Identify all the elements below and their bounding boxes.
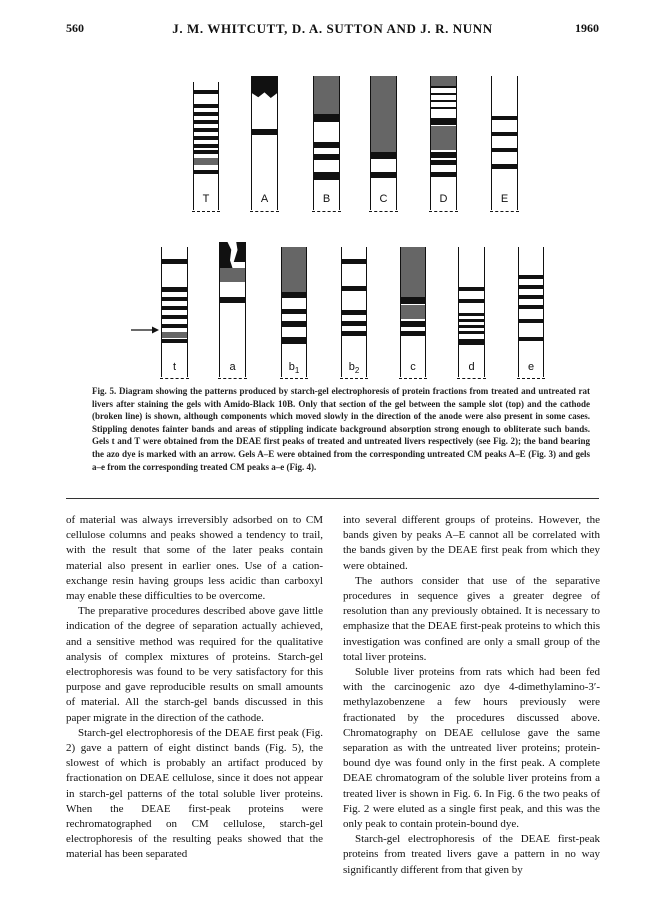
gel-b1: [281, 247, 307, 377]
body-column-right: [343, 513, 600, 878]
gel-label-a: a: [229, 361, 236, 373]
gel-E: [491, 76, 518, 210]
gel-label-b2: $b_2$: [348, 361, 360, 376]
body-column-left: [66, 513, 323, 863]
gel-label-T: T: [202, 193, 210, 205]
gel-e: [518, 247, 544, 377]
paragraph: Starch-gel electrophoresis of the DEAE first-peak proteins from treated livers gave a pattern in no way significantly different from that given by: [343, 833, 600, 876]
gel-label-d: d: [468, 361, 475, 373]
gel-a: [219, 242, 246, 377]
gel-A: [251, 76, 278, 210]
gel-label-E: E: [500, 193, 509, 205]
gel-b2: [341, 247, 367, 377]
gel-t: [161, 247, 188, 377]
gel-B: [313, 76, 340, 210]
paragraph: The authors consider that use of the separative procedures in sequence gives a greater degree of resolution than any previously obtained. It is necessary to emphasize that the DEAE first-peak proteins to which this investigation was confined are only a small group of the total liver proteins.: [343, 574, 600, 663]
gel-D: [430, 76, 457, 210]
gel-label-e: e: [527, 361, 535, 373]
header-authors: J. M. WHITCUTT, D. A. SUTTON AND J. R. NUNN: [172, 21, 493, 36]
gel-c: [400, 247, 426, 377]
page-number: 560: [66, 21, 84, 35]
paragraph: of material was always irreversibly adsorbed on to CM cellulose columns and peaks showed a tendency to trail, with the result that some of the later peaks contain material also present in earlier ones. Use of a cation-exchange resin having groups less acidic than carboxyl may enable these difficulties to be overcome.: [66, 514, 323, 603]
section-divider: [66, 498, 599, 499]
azo-dye-arrow-icon: [131, 326, 159, 334]
paragraph: Soluble liver proteins from rats which had been fed with the carcinogenic azo dye 4-dimethylamino-3′-methylazobenzene a few hours previously were fractionated by the procedures discussed above. Chromatography on DEAE cellulose gave the same separation as with the untreated liver proteins; protein-bound dye was found only in the first peak. A complete DEAE chromatogram of the soluble liver proteins from a treated liver is shown in Fig. 6. In Fig. 6 the two peaks of Fig. 2 were eluted as a single first peak, and this was the only peak to contain protein-bound dye.: [343, 666, 600, 831]
running-header: [66, 21, 599, 39]
gel-label-B: B: [322, 193, 331, 205]
figure-caption: Fig. 5. Diagram showing the patterns produced by starch-gel electrophoresis of protein fractions from treated and untreated rat livers after staining the gels with Amido-Black 10B. Only that section of the gel between the sample slot (top) and the cathode (broken line) is shown, although components which moved slowly in the direction of the anode were also present in some cases. Stippling denotes fainter bands and areas of stippling indicate background absorption strong enough to obliterate such bands. Gels t and T were obtained from the DEAE first peaks of treated and untreated livers respectively (see Fig. 2); the band bearing the azo dye is marked with an arrow. Gels A–E were obtained from the corresponding untreated CM peaks A–E (Fig. 3) and gels a–e from the corresponding treated CM peaks a–e (Fig. 4).: [92, 386, 590, 472]
gel-label-t: t: [172, 361, 177, 373]
gel-T: [193, 82, 219, 210]
paragraph: into several different groups of proteins. However, the bands given by peaks A–E cannot all be correlated with the bands given by the DEAE first peak from which they were obtained.: [343, 514, 600, 572]
gel-label-A: A: [260, 193, 269, 205]
paragraph: The preparative procedures described above gave little indication of the degree of separation actually achieved, and a sensitive method was required for the qualitative analysis of complex mixtures of proteins. Starch-gel electrophoresis was found to be very satisfactory for this purpose and gave reproducible results on small amounts of material. All the starch-gel bands discussed in this paper migrate in the direction of the cathode.: [66, 605, 323, 724]
gel-label-C: C: [379, 193, 388, 205]
header-year: 1960: [575, 21, 599, 35]
paragraph: Starch-gel electrophoresis of the DEAE first peak (Fig. 2) gave a pattern of eight distinct bands (Fig. 5), the slowest of which is probably an artifact produced by fractionation on DEAE cellulose, since it does not appear in starch-gel patterns of the total soluble liver proteins. When the DEAE first-peak proteins were rechromatographed on CM cellulose, starch-gel electrophoresis of the resulting peaks showed that the material has been separated: [66, 726, 323, 861]
gel-C: [370, 76, 397, 210]
gel-label-D: D: [439, 193, 448, 205]
gel-label-c: c: [410, 361, 416, 373]
gel-label-b1: $b_1$: [288, 361, 300, 376]
gel-d: [458, 247, 485, 377]
